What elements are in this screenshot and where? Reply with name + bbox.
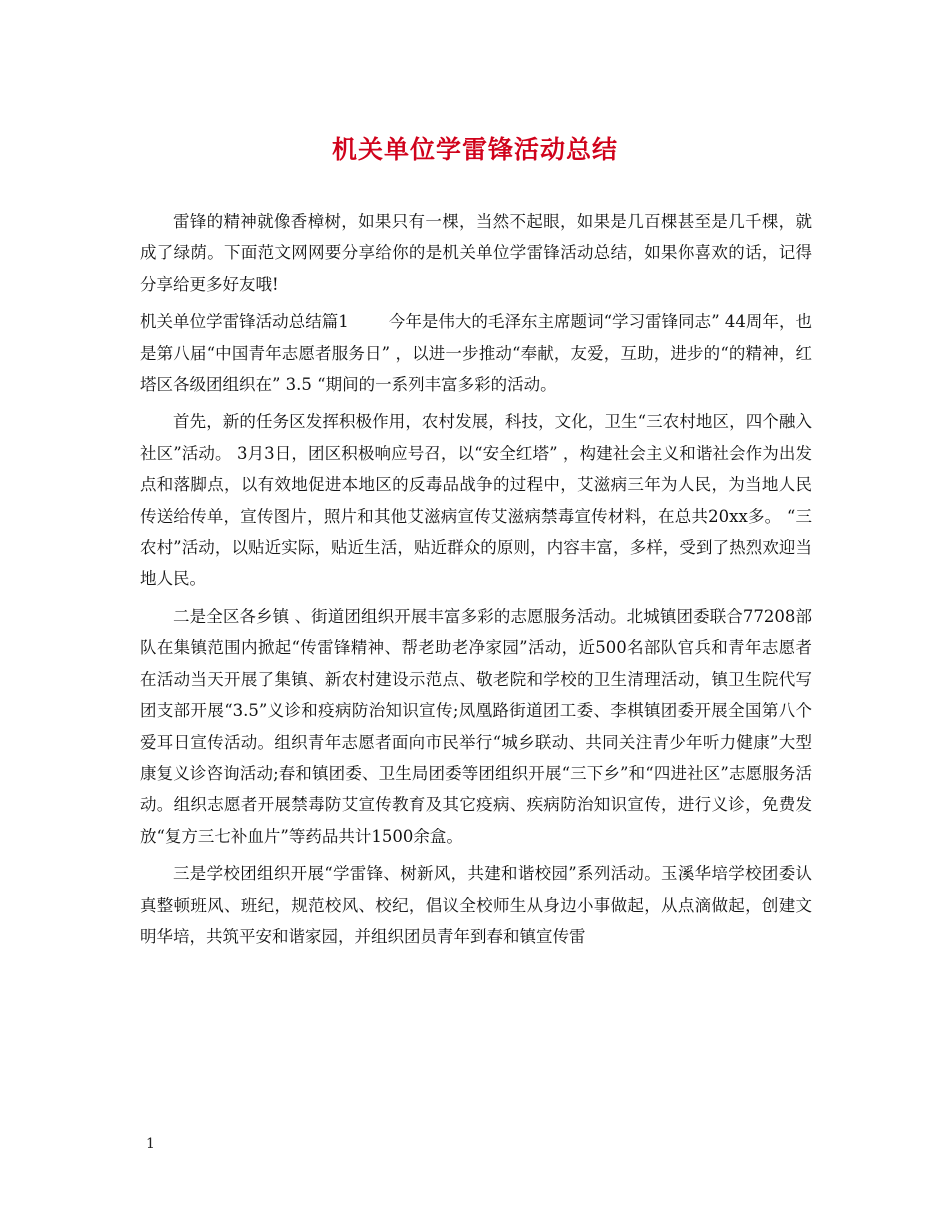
paragraph-second: 二是全区各乡镇 、街道团组织开展丰富多彩的志愿服务活动。北城镇团委联合77208部队在集镇范围内掀起“传雷锋精神、帮老助老净家园”活动，近500名部队官兵和青年志愿者在活动当天开展了集镇、新农村建设示范点、敬老院和学校的卫生清理活动，镇卫生院代写团支部开展“3.5”义诊和疫病防治知识宣传;凤凰路街道团工委、李棋镇团委开展全国第八个爱耳日宣传活动。组织青年志愿者面向市民举行“城乡联动、共同关注青少年听力健康”大型康复义诊咨询活动;春和镇团委、卫生局团委等团组织开展“三下乡”和“四进社区”志愿服务活动。组织志愿者开展禁毒防艾宣传教育及其它疫病、疾病防治知识宣传，进行义诊，免费发放“复方三七补血片”等药品共计1500余盒。 xyxy=(140,606,812,846)
page-number: 1 xyxy=(146,1136,155,1152)
section-paragraph xyxy=(140,306,812,400)
document-body xyxy=(140,206,812,958)
section-heading: 机关单位学雷锋活动总结篇1 xyxy=(140,312,349,332)
intro-paragraph: 雷锋的精神就像香樟树，如果只有一棵，当然不起眼，如果是几百棵甚至是几千棵，就成了绿荫。下面范文网网要分享给你的是机关单位学雷锋活动总结，如果你喜欢的话，记得分享给更多好友哦! xyxy=(140,212,812,294)
document-title: 机关单位学雷锋活动总结 xyxy=(331,135,618,164)
section-paragraph-text: 今年是伟大的毛泽东主席题词“学习雷锋同志” 44周年，也是第八届“中国青年志愿者服务日” ，以进一步推动“奉献，友爱，互助，进步的“的精神，红塔区各级团组织在” 3.5 “期间的一系列丰富多彩的活动。 xyxy=(140,312,812,395)
paragraph-first: 首先，新的任务区发挥积极作用，农村发展，科技，文化，卫生“三农村地区，四个融入社区”活动。 3月3日，团区积极响应号召，以“安全红塔” ，构建社会主义和谐社会作为出发点和落脚点，以有效地促进本地区的反毒品战争的过程中，艾滋病三年为人民，为当地人民传送给传单，宣传图片，照片和其他艾滋病宣传艾滋病禁毒宣传材料，在总共20xx多。 “三农村”活动，以贴近实际，贴近生活，贴近群众的原则，内容丰富，多样，受到了热烈欢迎当地人民。 xyxy=(140,412,812,589)
paragraph-third: 三是学校团组织开展“学雷锋、树新风，共建和谐校园”系列活动。玉溪华培学校团委认真整顿班风、班纪，规范校风、校纪，倡议全校师生从身边小事做起，从点滴做起，创建文明华培，共筑平安和谐家园，并组织团员青年到春和镇宣传雷 xyxy=(140,864,812,946)
